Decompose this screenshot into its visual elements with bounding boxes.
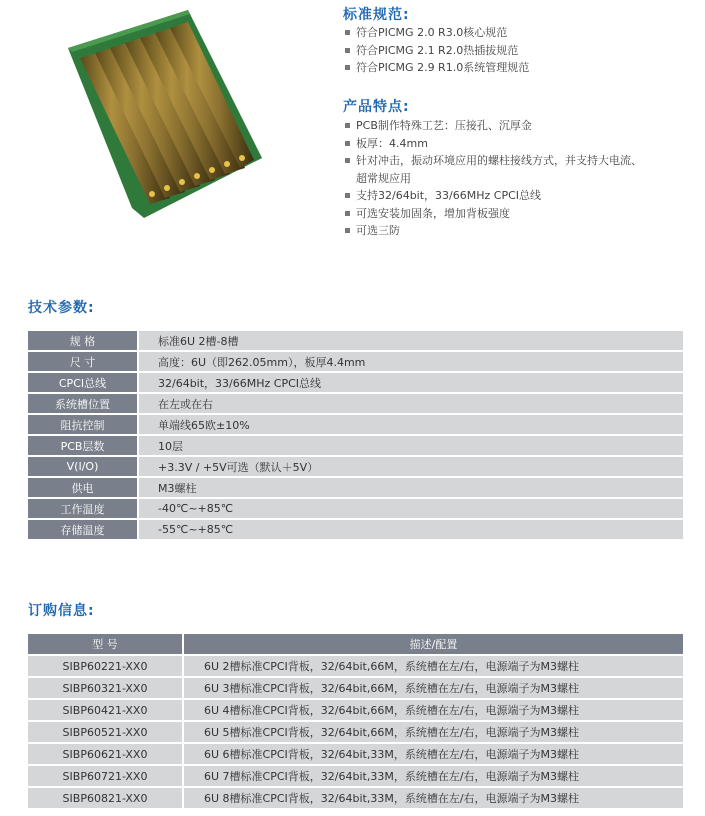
bullet-icon: [345, 141, 350, 146]
table-header-row: [28, 634, 683, 655]
tech-heading: 技术参数:: [28, 300, 95, 316]
table-row: PCB层数 10层: [28, 435, 683, 456]
list-item: 符合PICMG 2.0 R3.0核心规范: [345, 24, 529, 42]
table-row: 工作温度 -40℃~+85℃: [28, 498, 683, 519]
bullet-icon: [345, 48, 350, 53]
table-row: SIBP60521-XX0 6U 5槽标准CPCI背板，32/64bit,66M，系统槽在左/右，电源端子为M3螺柱: [28, 721, 683, 743]
backplane-product-image: [40, 8, 266, 220]
order-info-table: [28, 634, 683, 810]
features-list: [345, 117, 642, 240]
table-row: CPCI总线 32/64bit，33/66MHz CPCI总线: [28, 372, 683, 393]
bullet-icon: [345, 123, 350, 128]
table-row: SIBP60621-XX0 6U 6槽标准CPCI背板，32/64bit,33M，系统槽在左/右，电源端子为M3螺柱: [28, 743, 683, 765]
list-item: 符合PICMG 2.9 R1.0系统管理规范: [345, 59, 529, 77]
table-row: SIBP60221-XX0 6U 2槽标准CPCI背板，32/64bit,66M，系统槽在左/右，电源端子为M3螺柱: [28, 655, 683, 677]
bullet-icon: [345, 65, 350, 70]
order-heading: 订购信息:: [28, 603, 95, 619]
list-item: 板厚：4.4mm: [345, 135, 642, 153]
specs-list: [345, 24, 529, 77]
bullet-icon: [345, 228, 350, 233]
table-row: 系统槽位置 在左或在右: [28, 393, 683, 414]
table-row: SIBP60321-XX0 6U 3槽标准CPCI背板，32/64bit,66M，系统槽在左/右，电源端子为M3螺柱: [28, 677, 683, 699]
table-row: SIBP60721-XX0 6U 7槽标准CPCI背板，32/64bit,33M，系统槽在左/右，电源端子为M3螺柱: [28, 765, 683, 787]
list-item-continuation: 超常规应用: [356, 171, 411, 185]
list-item: PCB制作特殊工艺：压接孔、沉厚金: [345, 117, 642, 135]
col-model-header: 型 号: [28, 634, 183, 655]
specs-heading: 标准规范:: [343, 7, 410, 23]
list-item: 支持32/64bit，33/66MHz CPCI总线: [345, 187, 642, 205]
tech-params-table: [28, 331, 683, 541]
list-item: 针对冲击，振动环境应用的螺柱接线方式，并支持大电流、: [345, 152, 642, 170]
bullet-icon: [345, 30, 350, 35]
features-heading: 产品特点:: [343, 99, 410, 115]
list-item: 可选安装加固条，增加背板强度: [345, 205, 642, 223]
table-row: SIBP60421-XX0 6U 4槽标准CPCI背板，32/64bit,66M，系统槽在左/右，电源端子为M3螺柱: [28, 699, 683, 721]
table-row: 尺 寸 高度：6U（即262.05mm），板厚4.4mm: [28, 351, 683, 372]
list-item: 可选三防: [345, 222, 642, 240]
table-row: V(I/O) +3.3V / +5V可选（默认＋5V）: [28, 456, 683, 477]
bullet-icon: [345, 193, 350, 198]
table-row: 存储温度 -55℃~+85℃: [28, 519, 683, 540]
table-row: 阻抗控制 单端线65欧±10%: [28, 414, 683, 435]
bullet-icon: [345, 211, 350, 216]
table-row: SIBP60821-XX0 6U 8槽标准CPCI背板，32/64bit,33M，系统槽在左/右，电源端子为M3螺柱: [28, 787, 683, 809]
table-row: 供电 M3螺柱: [28, 477, 683, 498]
list-item: 符合PICMG 2.1 R2.0热插拔规范: [345, 42, 529, 60]
bullet-icon: [345, 158, 350, 163]
table-row: 规 格 标准6U 2槽-8槽: [28, 331, 683, 351]
col-desc-header: 描述/配置: [183, 634, 683, 655]
